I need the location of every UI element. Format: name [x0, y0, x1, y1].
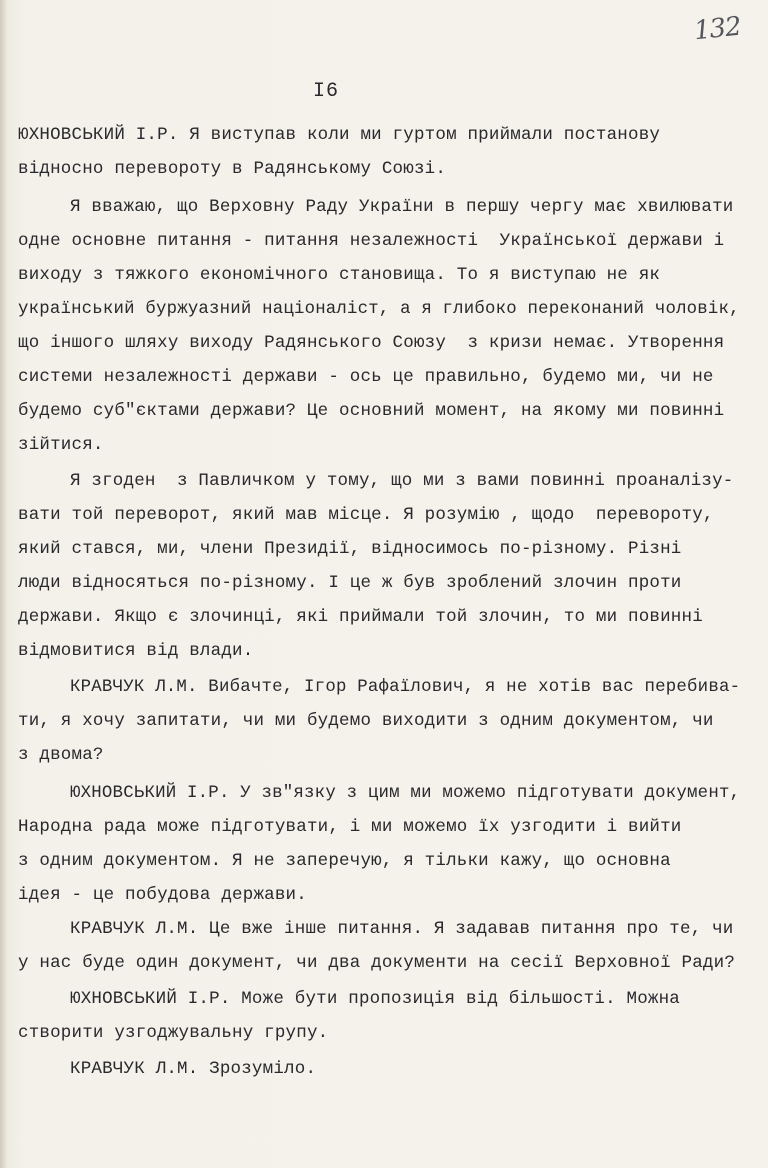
text-line: будемо суб"єктами держави? Це основний момент, на якому ми повинні — [18, 401, 725, 421]
text-line: з двома? — [18, 745, 104, 765]
text-line: з одним документом. Я не заперечую, я тільки кажу, що основна — [18, 851, 671, 871]
text-line: ЮХНОВСЬКИЙ І.Р. Я виступав коли ми гуртом приймали постанову — [18, 125, 661, 145]
text-line: ЮХНОВСЬКИЙ І.Р. Може бути пропозиція від більшості. Можна — [70, 989, 680, 1009]
page-number: I6 — [313, 80, 340, 103]
text-line: відмовитися від влади. — [18, 641, 254, 661]
text-line: КРАВЧУК Л.М. Вибачте, Ігор Рафаїлович, я не хотів вас перебива- — [70, 677, 741, 697]
text-line: люди відносяться по-різному. І це ж був зроблений злочин проти — [18, 573, 682, 593]
text-line: Я згоден з Павличком у тому, що ми з вами повинні проаналізу- — [70, 471, 734, 491]
text-line: Народна рада може підготувати, і ми можемо їх узгодити і вийти — [18, 817, 682, 837]
text-line: у нас буде один документ, чи два документи на сесії Верховної Ради? — [18, 953, 736, 973]
text-line: що іншого шляху виходу Радянського Союзу з кризи немає. Утворення — [18, 333, 725, 353]
text-line: вати той переворот, який мав місце. Я розумію , щодо перевороту, — [18, 505, 714, 525]
page-edge-shadow — [0, 0, 6, 1168]
handwritten-archive-number: 132 — [692, 11, 743, 47]
text-line: системи незалежності держави - ось це правильно, будемо ми, чи не — [18, 367, 714, 387]
text-line: держави. Якщо є злочинці, які приймали той злочин, то ми повинні — [18, 607, 703, 627]
text-line: український буржуазний націоналіст, а я глибоко переконаний чоловік, — [18, 299, 740, 319]
text-line: ідея - це побудова держави. — [18, 885, 307, 905]
text-line: зійтися. — [18, 435, 104, 455]
text-line: виходу з тяжкого економічного становища. То я виступаю не як — [18, 265, 661, 285]
text-line: одне основне питання - питання незалежності Української держави і — [18, 231, 725, 251]
text-line: Я вважаю, що Верховну Раду України в першу чергу має хвилювати — [70, 197, 734, 217]
text-line: КРАВЧУК Л.М. Зрозуміло. — [70, 1059, 317, 1079]
text-line: КРАВЧУК Л.М. Це вже інше питання. Я задавав питання про те, чи — [70, 919, 734, 939]
text-line: ти, я хочу запитати, чи ми будемо виходити з одним документом, чи — [18, 711, 714, 731]
text-line: який стався, ми, члени Президії, відносимось по-різному. Різні — [18, 539, 682, 559]
text-line: створити узгоджувальну групу. — [18, 1023, 329, 1043]
text-line: відносно перевороту в Радянському Союзі. — [18, 159, 447, 179]
text-line: ЮХНОВСЬКИЙ І.Р. У зв"язку з цим ми можемо підготувати документ, — [70, 783, 741, 803]
